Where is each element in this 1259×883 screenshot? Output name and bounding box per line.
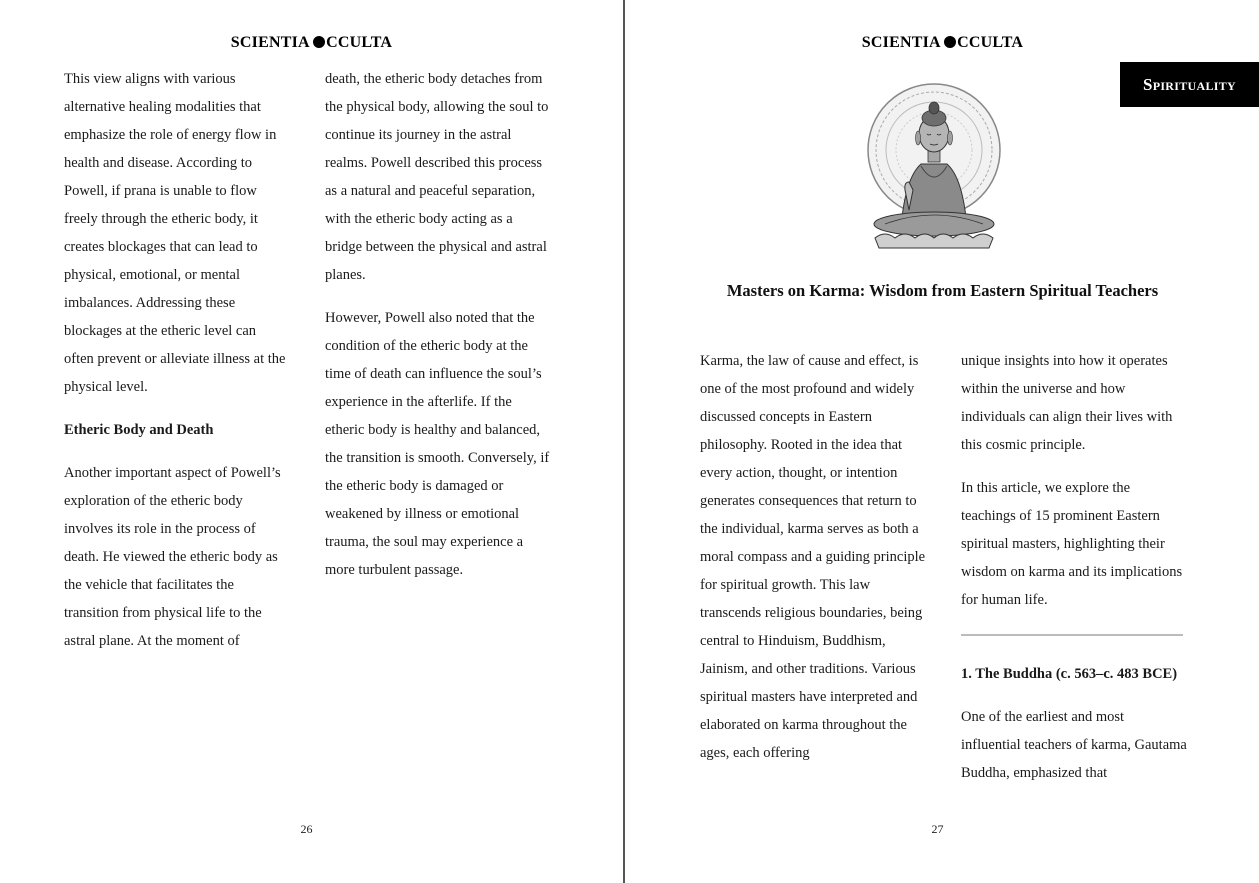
left-column-2	[325, 65, 551, 599]
circle-o-icon	[313, 36, 325, 48]
paragraph: One of the earliest and most influential teachers of karma, Gautama Buddha, emphasized that	[961, 709, 1187, 781]
header-prefix: SCIENTIA	[861, 34, 945, 51]
page-number: 27	[931, 822, 944, 836]
right-column-2	[961, 347, 1187, 802]
header-suffix: CCULTA	[326, 34, 393, 51]
article-title: Masters on Karma: Wisdom from Eastern Spiritual Teachers	[726, 281, 1159, 300]
magazine-header	[0, 34, 623, 52]
header-prefix: SCIENTIA	[230, 34, 314, 51]
header-suffix: CCULTA	[957, 34, 1024, 51]
paragraph: unique insights into how it operates within the universe and how individuals can align their lives with this cosmic principle.	[961, 353, 1173, 453]
section-heading: 1. The Buddha (c. 563–c. 483 BCE)	[961, 666, 1178, 682]
divider	[961, 634, 1183, 636]
book-spine	[623, 0, 625, 883]
page-number: 26	[300, 822, 313, 836]
right-column-1	[700, 347, 926, 782]
paragraph: This view aligns with various alternative healing modalities that emphasize the role of energy flow in health and disease. According to Powell, if prana is unable to flow freely through the etheric body, it creates blockages that can lead to physical, emotional, or mental imbalances. Addressing these blockages at the etheric level can often prevent or alleviate illness at the physical level.	[64, 71, 286, 395]
paragraph: Karma, the law of cause and effect, is one of the most profound and widely discussed concepts in Eastern philosophy. Rooted in the idea that every action, thought, or intention generates consequences that return to the individual, karma serves as both a moral compass and a guiding principle for spiritual growth. This law transcends religious boundaries, being central to Hinduism, Buddhism, Jainism, and other traditions. Various spiritual masters have interpreted and elaborated on karma throughout the ages, each offering	[700, 353, 926, 761]
paragraph: Another important aspect of Powell’s exploration of the etheric body involves its role in the process of death. He viewed the etheric body as the vehicle that facilitates the transition from physical life to the astral plane. At the moment of	[64, 465, 281, 649]
right-page	[626, 0, 1259, 883]
section-heading: Etheric Body and Death	[64, 422, 214, 438]
paragraph: death, the etheric body detaches from the physical body, allowing the soul to continue its journey in the astral realms. Powell described this process as a natural and peaceful separation, with the etheric body acting as a bridge between the physical and astral planes.	[325, 71, 549, 283]
circle-o-icon	[944, 36, 956, 48]
left-column-1	[64, 65, 288, 670]
paragraph: However, Powell also noted that the condition of the etheric body at the time of death can influence the soul’s experience in the afterlife. If the etheric body is healthy and balanced, the transition is smooth. Conversely, if the etheric body is damaged or weakened by illness or emotional trauma, the soul may experience a more turbulent passage.	[325, 310, 550, 578]
paragraph: In this article, we explore the teachings of 15 prominent Eastern spiritual masters, highlighting their wisdom on karma and its implications for human life.	[961, 480, 1183, 608]
left-page	[0, 0, 623, 883]
seated-buddha-icon	[865, 78, 1003, 252]
magazine-header	[626, 34, 1259, 52]
section-tag: Spirituality	[1120, 62, 1259, 107]
